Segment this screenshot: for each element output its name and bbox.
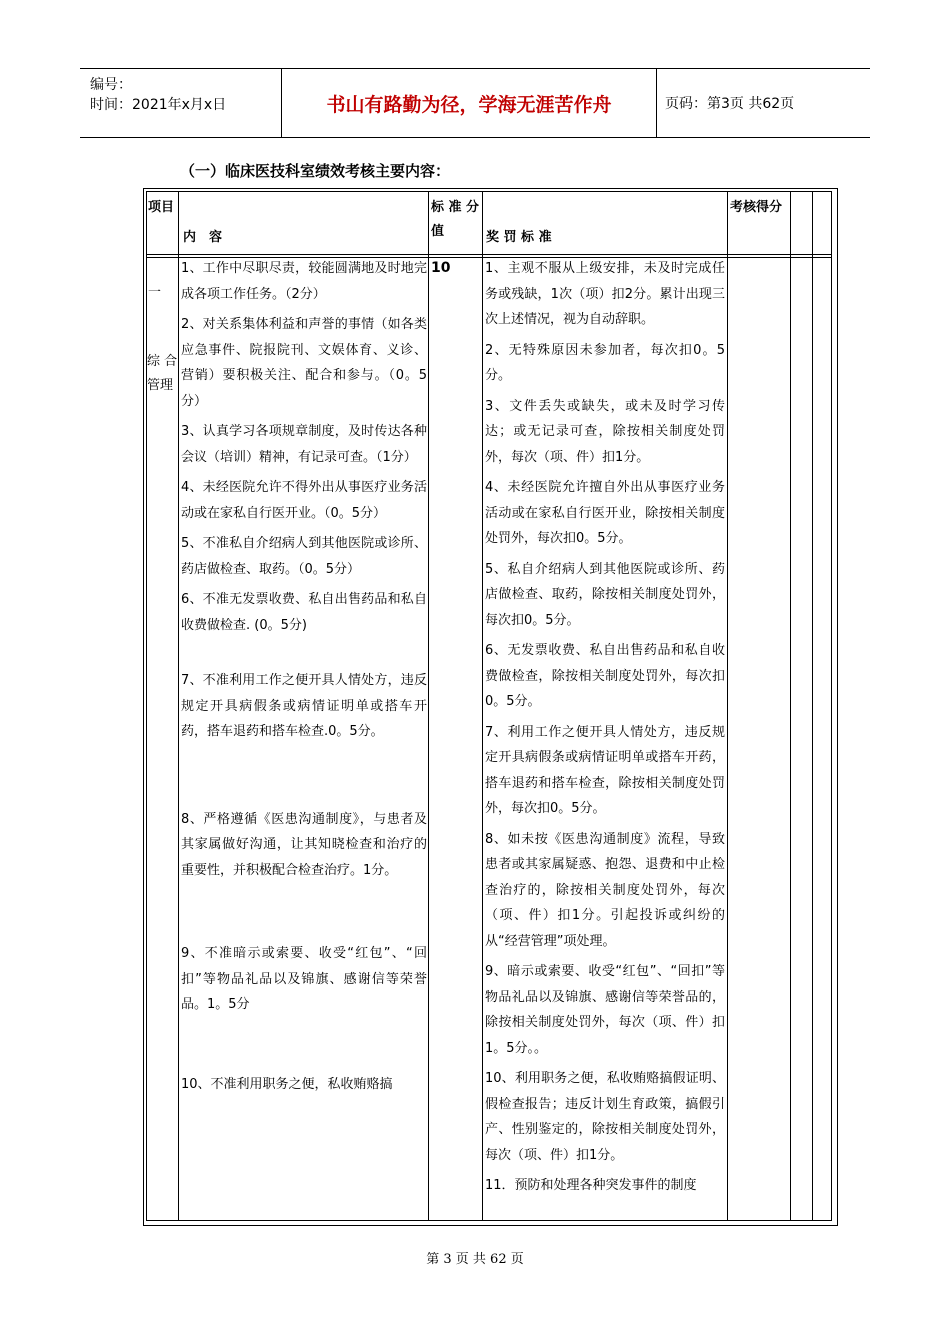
header-number-label: 编号： <box>90 77 132 93</box>
item-name-line1: 综 合 <box>147 354 178 369</box>
rule-item: 5、私自介绍病人到其他医院或诊所、药店做检查、取药，除按相关制度处罚外，每次扣0。5分。 <box>485 561 725 628</box>
header-date: 时间：2021年x月x日 <box>90 97 227 113</box>
rule-item: 10、利用职务之便，私收贿赂搞假证明、假检查报告；违反计划生育政策，搞假引产、性别鉴定的，除按相关制度处罚外，每次（项、件）扣1分。 <box>485 1071 725 1163</box>
content-item: 10、不准利用职务之便，私收贿赂搞 <box>181 1076 393 1092</box>
rule-item: 4、未经医院允许擅自外出从事医疗业务活动或在家私自行医开业，除按相关制度处罚外，每次扣0。5分。 <box>485 480 725 546</box>
item-name <box>147 350 179 398</box>
col-header-score-2: 值 <box>431 224 445 239</box>
content-item: 3、认真学习各项规章制度，及时传达各种会议（培训）精神，有记录可查。（1分） <box>181 424 427 465</box>
header-page-info: 页码：第3页 共62页 <box>665 96 795 112</box>
col-header-content: 内 容 <box>183 230 223 245</box>
col-header-rule: 奖 罚 标 准 <box>486 230 552 245</box>
col-divider <box>178 191 179 1221</box>
header-meta <box>90 75 226 115</box>
content-item: 4、未经医院允许不得外出从事医疗业务活动或在家私自行医开业。（0。5分） <box>181 480 427 521</box>
content-item: 7、不准利用工作之便开具人情处方，违反规定开具病假条或病情证明单或搭车开药，搭车退药和搭车检查.0。5分。 <box>181 673 427 739</box>
rule-item: 3、文件丢失或缺失，或未及时学习传达；或无记录可查，除按相关制度处罚外，每次（项、件）扣1分。 <box>485 398 725 465</box>
item-number: 一 <box>148 285 162 300</box>
col-divider <box>428 191 429 1221</box>
content-item: 6、不准无发票收费、私自出售药品和私自收费做检查. (0。5分) <box>181 592 427 633</box>
col-divider <box>790 191 791 1221</box>
rule-item: 9、暗示或索要、收受“红包”、“回扣”等物品礼品以及锦旗、感谢信等荣誉品的，除按相关制度处罚外，每次（项、件）扣1。5分。。 <box>485 964 725 1056</box>
content-item: 9、不准暗示或索要、收受“红包”、“回扣”等物品礼品以及锦旗、感谢信等荣誉品。1。5分 <box>181 946 427 1012</box>
rule-item: 7、利用工作之便开具人情处方，违反规定开具病假条或病情证明单或搭车开药，搭车退药和搭车检查，除按相关制度处罚外，每次扣0。5分。 <box>485 724 725 816</box>
col-header-item: 项目 <box>148 200 175 215</box>
content-item: 5、不准私自介绍病人到其他医院或诊所、药店做检查、取药。（0。5分） <box>181 536 427 577</box>
col-header-result: 考核得分 <box>730 200 783 215</box>
content-item: 2、对关系集体利益和声誉的事情（如各类应急事件、院报院刊、文娱体育、义诊、营销）要积极关注、配合和参与。（0。5分） <box>181 317 427 409</box>
col-header-score: 标 准 分 <box>431 200 480 215</box>
col-divider <box>482 191 483 1221</box>
rule-item: 6、无发票收费、私自出售药品和私自收费做检查，除按相关制度处罚外，每次扣0。5分。 <box>485 643 725 709</box>
page-footer: 第 3 页 共 62 页 <box>426 1252 524 1267</box>
rule-item: 8、如未按《医患沟通制度》流程，导致患者或其家属疑惑、抱怨、退费和中止检查治疗的，除按相关制度处罚外，每次（项、件）扣1分。引起投诉或纠纷的从“经营管理”项处理。 <box>485 831 725 949</box>
content-list <box>181 256 427 1102</box>
item-name-line2: 管理 <box>147 378 174 393</box>
header-divider <box>656 69 657 137</box>
content-item: 8、严格遵循《医患沟通制度》，与患者及其家属做好沟通，让其知晓检查和治疗的重要性，并积极配合检查治疗。1分。 <box>181 811 427 878</box>
page-header <box>80 68 870 138</box>
section-title: （一）临床医技科室绩效考核主要内容： <box>180 162 451 180</box>
content-item: 1、工作中尽职尽责，较能圆满地及时地完成各项工作任务。（2分） <box>181 261 427 302</box>
col-divider <box>727 191 728 1221</box>
rule-item: 11．预防和处理各种突发事件的制度 <box>485 1178 697 1193</box>
rule-list <box>485 256 725 1204</box>
item-score: 10 <box>431 260 451 276</box>
rule-item: 2、无特殊原因未参加者，每次扣0。5分。 <box>485 342 725 383</box>
rule-item: 1、主观不服从上级安排，未及时完成任务或残缺，1次（项）扣2分。累计出现三次上述情况，视为自动辞职。 <box>485 261 725 327</box>
header-motto: 书山有路勤为径，学海无涯苦作舟 <box>326 93 612 116</box>
header-row-divider <box>146 254 832 255</box>
col-divider <box>812 191 813 1221</box>
